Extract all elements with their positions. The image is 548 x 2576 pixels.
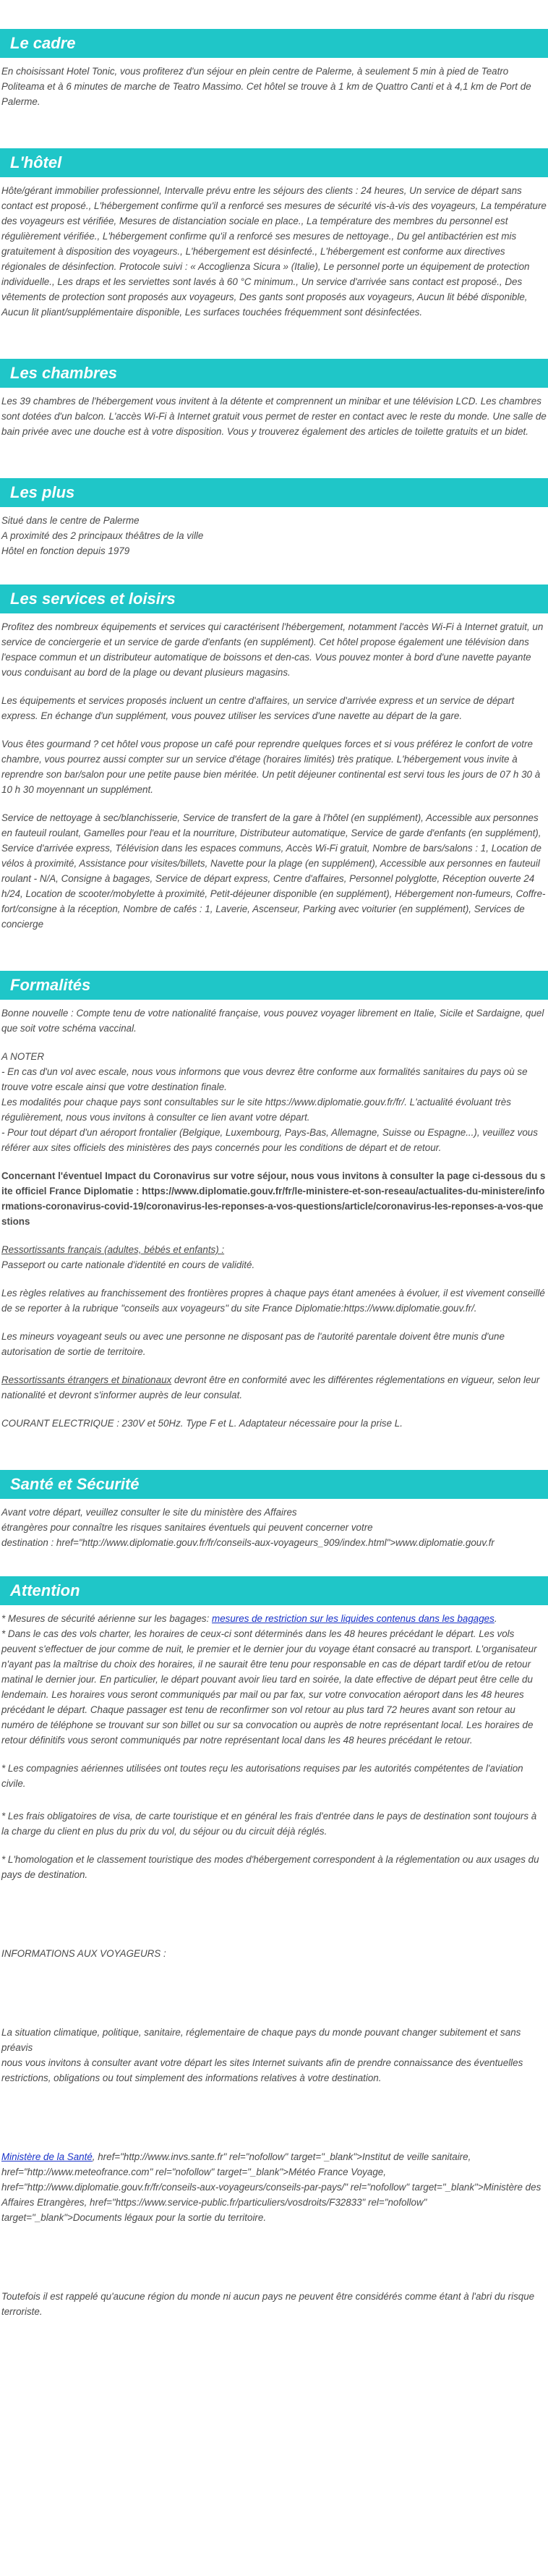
- plus-line: Situé dans le centre de Palerme: [1, 515, 140, 526]
- useful-links-text: , href="http://www.invs.sante.fr" rel="nofollow" target="_blank">Institut de veille sanitaire, href="http://www.meteofrance.com" rel="nofollow" target="_blank">Météo France Voyage, href="http://www.diplomatie.gouv.fr/fr/conseils-aux-voyageurs/conseils-par-pays/" rel="nofollow" target="_blank">Ministère des Affaires Etrangères, href="https://www.service-public.fr/particuliers/vosdroits/F32833" rel="nofollow" target="_blank">Documents légaux pour la sortie du territoire.: [1, 2151, 541, 2223]
- sante-line: destination : href="http://www.diplomatie.gouv.fr/fr/conseils-aux-voyageurs_909/index.html">www.diplomatie.gouv.fr: [1, 1537, 495, 1548]
- traveler-info-text: nous vous invitons à consulter avant votre départ les sites Internet suivants afin de prendre connaissance des éventuelles restrictions, obligations ou tout simplement des informations relatives à votre destination.: [1, 2057, 523, 2083]
- section-cadre: [0, 29, 548, 109]
- terrorism-risk-text: Toutefois il est rappelé qu'aucune région du monde ni aucun pays ne peuvent être considérés comme étant à l'abri du risque terroriste.: [1, 2291, 535, 2317]
- baggage-security-prefix: * Mesures de sécurité aérienne sur les bagages:: [1, 1613, 213, 1624]
- section-title-services: Les services et loisirs: [0, 585, 548, 613]
- section-sante: [0, 1470, 548, 1550]
- note-line: - En cas d'un vol avec escale, nous vous informons que vous devrez être conforme aux formalités sanitaires du pays où se trouve votre escale ainsi que votre destination finale.: [1, 1066, 528, 1092]
- services-paragraph: Les équipements et services proposés incluent un centre d'affaires, un service d'arrivée express et un service de départ express. En échange d'un supplément, vous pouvez utiliser les services d'une navette au départ de la gare.: [1, 695, 515, 721]
- note-line: - Pour tout départ d'un aéroport frontalier (Belgique, Luxembourg, Pays-Bas, Allemagne, Suisse ou Espagne...), veuillez vous référer aux sites officiels des ministères des pays concernés pour les conditions de départ et de retour.: [1, 1127, 538, 1153]
- section-title-hotel: L'hôtel: [0, 148, 548, 177]
- services-paragraph: Profitez des nombreux équipements et services qui caractérisent l'hébergement, notamment l'accès Wi-Fi à Internet gratuit, un service de conciergerie et un service de garde d'enfants (en supplément). Cet hôtel propose également une télévision dans l'espace commun et un distributeur automatique de boissons et den-cas. Vous pouvez monter à bord d'une navette payante vous conduisant au bord de la plage ou devant plusieurs magasins.: [1, 621, 544, 678]
- plus-line: A proximité des 2 principaux théâtres de la ville: [1, 530, 204, 541]
- section-title-plus: Les plus: [0, 478, 548, 507]
- services-paragraph: Vous êtes gourmand ? cet hôtel vous propose un café pour reprendre quelques forces et si vous préférez le confort de votre chambre, vous pourrez aussi compter sur un service d'étage (horaires limités) très pratique. L'hébergement vous invite à reprendre son bar/salon pour une petite pause bien méritée. Un petit déjeuner continental est servi tous les jours de 07 h 30 à 10 h 30 moyennant un supplément.: [1, 739, 541, 795]
- baggage-security-suffix: .: [494, 1613, 497, 1624]
- homologation-text: * L'homologation et le classement touristique des modes d'hébergement correspondent à la réglementation ou aux usages du pays de destination.: [1, 1854, 539, 1880]
- section-chambres: [0, 359, 548, 439]
- section-attention: [0, 1576, 548, 2319]
- baggage-security: [1, 1611, 547, 1626]
- section-plus: [0, 478, 548, 558]
- traveler-info-text: La situation climatique, politique, sanitaire, réglementaire de chaque pays du monde pouvant changer subitement et sans préavis: [1, 2027, 521, 2053]
- formalites-intro: Bonne nouvelle : Compte tenu de votre nationalité française, vous pouvez voyager librement en Italie, Sicile et Sardaigne, quel que soit votre schéma vaccinal.: [1, 1008, 544, 1034]
- section-title-formalites: Formalités: [0, 971, 548, 1000]
- foreign-nationals-title: Ressortissants étrangers et binationaux: [1, 1374, 172, 1385]
- foreign-nationals-text: [1, 1372, 547, 1403]
- note-line: Les modalités pour chaque pays sont consultables sur le site https://www.diplomatie.gouv.fr/fr/. L'actualité évoluant très régulièrement, nous vous invitons à consulter ce lien avant votre départ.: [1, 1097, 511, 1123]
- foreign-nationals-body: devront être en conformité avec les différentes réglementations en vigueur, selon leur nationalité et devront s'informer auprès de leur consulat.: [1, 1374, 540, 1400]
- minors-text: Les mineurs voyageant seuls ou avec une personne ne disposant pas de l'autorité parentale doivent être munis d'une autorisation de sortie de territoire.: [1, 1331, 505, 1357]
- section-services: [0, 585, 548, 932]
- section-title-sante: Santé et Sécurité: [0, 1470, 548, 1499]
- electric-current-text: COURANT ELECTRIQUE : 230V et 50Hz. Type F et L. Adaptateur nécessaire pour la prise L.: [1, 1418, 403, 1429]
- section-title-chambres: Les chambres: [0, 359, 548, 388]
- airlines-text: * Les compagnies aériennes utilisées ont toutes reçu les autorisations requises par les autorités compétentes de l'aviation civile.: [1, 1763, 523, 1789]
- sante-line: étrangères pour connaître les risques sanitaires éventuels qui peuvent concerner votre: [1, 1522, 373, 1533]
- section-title-cadre: Le cadre: [0, 29, 548, 58]
- liquid-restrictions-link[interactable]: mesures de restriction sur les liquides contenus dans les bagages: [212, 1613, 495, 1624]
- french-nationals-title: Ressortissants français (adultes, bébés et enfants) :: [1, 1244, 225, 1255]
- services-paragraph: Service de nettoyage à sec/blanchisserie, Service de transfert de la gare à l'hôtel (en supplément), Accessible aux personnes en fauteuil roulant, Gamelles pour l'eau et la nourriture, Distributeur automatique, Service de garde d'enfants (en supplément), Service d'arrivée express, Télévision dans les espaces communs, Accès Wi-Fi gratuit, Nombre de bars/salons : 1, Location de vélos à proximité, Assistance pour visites/billets, Navette pour la plage (en supplément), Accessible aux personnes en fauteuil roulant - N/A, Consigne à bagages, Service de départ express, Centre d'affaires, Personnel polyglotte, Réception ouverte 24 h/24, Location de scooter/mobylette à proximité, Petit-déjeuner disponible (en supplément), Hébergement non-fumeurs, Coffre-fort/consigne à la réception, Nombre de cafés : 1, Laverie, Ascenseur, Parking avec voiturier (en supplément), Services de concierge: [1, 812, 546, 930]
- coronavirus-notice: Concernant l'éventuel Impact du Coronavirus sur votre séjour, nous vous invitons à consulter la page ci-dessous du site officiel France Diplomatie : https://www.diplomatie.gouv.fr/fr/le-ministere-et-son-reseau/actualites-du-ministere/informations-coronavirus-covid-19/coronavirus-les-reponses-a-vos-questions/article/coronavirus-les-reponses-a-vos-questions: [1, 1170, 546, 1227]
- cadre-text: En choisissant Hotel Tonic, vous profiterez d'un séjour en plein centre de Palerme, à seulement 5 min à pied de Teatro Politeama et à 6 minutes de marche de Teatro Massimo. Cet hôtel se trouve à 1 km de Quattro Canti et à 4,1 km de Port de Palerme.: [1, 66, 531, 107]
- note-title: A NOTER: [1, 1051, 45, 1062]
- section-hotel: [0, 148, 548, 320]
- chambres-text: Les 39 chambres de l'hébergement vous invitent à la détente et comprennent un minibar et une télévision LCD. Les chambres sont dotées d'un balcon. L'accès Wi-Fi à Internet gratuit vous permet de rester en contact avec le reste du monde. Une salle de bain privée avec une douche est à votre disposition. Vous y trouverez également des articles de toilette gratuits et un bidet.: [1, 396, 547, 437]
- traveler-info-title: INFORMATIONS AUX VOYAGEURS :: [1, 1948, 166, 1959]
- visa-fees-text: * Les frais obligatoires de visa, de carte touristique et en général les frais d'entrée dans le pays de destination sont toujours à la charge du client en plus du prix du vol, du séjour ou du circuit déjà réglés.: [1, 1811, 537, 1837]
- sante-line: Avant votre départ, veuillez consulter le site du ministère des Affaires: [1, 1507, 297, 1518]
- charter-flights-text: * Dans le cas des vols charter, les horaires de ceux-ci sont déterminés dans les 48 heures précédant le départ. Les vols peuvent s'effectuer de jour comme de nuit, le premier et le dernier jour du voyage étant consacré au transport. L'organisateur n'ayant pas la maîtrise du choix des horaires, il ne saurait être tenu pour responsable en cas de départ tardif et/ou de retour matinal le dernier jour. En particulier, le départ pouvant avoir lieu tard en soirée, la date effective de départ peut être celle du lendemain. Les horaires vous seront communiqués par mail ou par fax, sur votre convocation aéroport dans les 48 heures précédant le départ. Chaque passager est tenu de reconfirmer son vol retour au plus tard 72 heures avant son retour au numéro de téléphone se trouvant sur son billet ou sur sa convocation ou auprès de notre représentant local. Les horaires de retour définitifs vous seront communiqués par notre représentant local dans les 48 heures précédant le retour.: [1, 1628, 537, 1746]
- plus-line: Hôtel en fonction depuis 1979: [1, 545, 130, 556]
- border-rules-text: Les règles relatives au franchissement des frontières propres à chaque pays étant amenées à évoluer, il est vivement conseillé de se reporter à la rubrique "conseils aux voyageurs" du site France Diplomatie:https://www.diplomatie.gouv.fr/.: [1, 1288, 545, 1314]
- french-nationals-text: Passeport ou carte nationale d'identité en cours de validité.: [1, 1259, 255, 1270]
- useful-links: [1, 2149, 547, 2225]
- health-ministry-link[interactable]: Ministère de la Santé: [1, 2151, 93, 2162]
- section-title-attention: Attention: [0, 1576, 548, 1605]
- section-formalites: [0, 971, 548, 1431]
- hotel-text: Hôte/gérant immobilier professionnel, Intervalle prévu entre les séjours des clients : 24 heures, Un service de départ sans contact est proposé., L'hébergement confirme qu'il a renforcé ses mesures de sécurité vis-à-vis des voyageurs, La température des voyageurs est vérifiée, Mesures de distanciation sociale en place., La température des membres du personnel est régulièrement vérifiée., L'hébergement confirme qu'il a renforcé ses mesures de nettoyage., Du gel antibactérien est mis gratuitement à disposition des voyageurs., L'hébergement est désinfecté., L'hébergement est conforme aux directives régionales de désinfection. Protocole suivi : « Accoglienza Sicura » (Italie), Le personnel porte un équipement de protection individuelle., Les draps et les serviettes sont lavés à 60 °C minimum., Un service d'arrivée sans contact est proposé., Des vêtements de protection sont proposés aux voyageurs, Des gants sont proposés aux voyageurs, Aucun lit bébé disponible, Aucun lit pliant/supplémentaire disponible, Les surfaces touchées fréquemment sont désinfectées.: [1, 185, 547, 318]
